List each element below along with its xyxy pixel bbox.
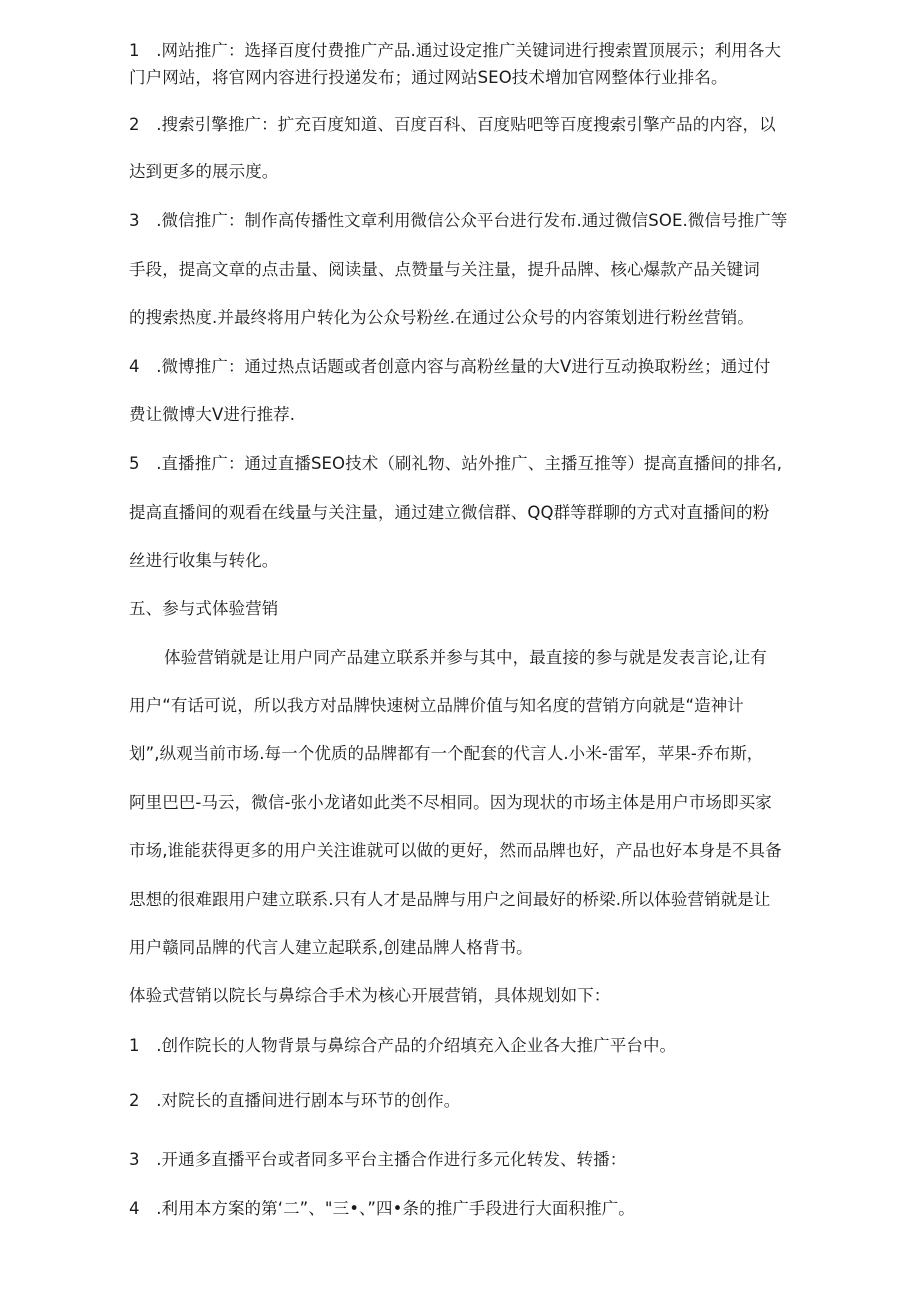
paragraph-line-4: 阿里巴巴-马云，微信-张小龙诸如此类不尽相同。因为现状的市场主体是用户市场即买家 [129,793,772,812]
item-5-line-3: 丝进行收集与转化。 [129,551,279,570]
item-2-line-1: 2 .搜索引擎推广：扩充百度知道、百度百科、百度贴吧等百度搜索引擎产品的内容，以 [129,115,776,134]
item-2-line-2: 达到更多的展示度。 [129,162,279,181]
plan-item-1: 1 .创作院长的人物背景与鼻综合产品的介绍填充入企业各大推广平台中。 [129,1036,677,1055]
plan-item-4: 4 .利用本方案的第‘二”、"三•、”四•条的推广手段进行大面积推广。 [129,1199,635,1218]
item-3-line-2: 手段，提高文章的点击量、阅读量、点赞量与关注量，提升品牌、核心爆款产品关键词 [129,260,760,279]
paragraph-line-6: 思想的很难跟用户建立联系.只有人才是品牌与用户之间最好的桥梁.所以体验营销就是让 [129,890,771,909]
plan-item-2: 2 .对院长的直播间进行剧本与环节的创作。 [129,1091,461,1110]
item-3-line-3: 的搜索热度.并最终将用户转化为公众号粉丝.在通过公众号的内容策划进行粉丝营销。 [129,308,754,327]
plan-intro: 体验式营销以院长与鼻综合手术为核心开展营销，具体规划如下： [129,986,611,1005]
paragraph-line-5: 市场,谁能获得更多的用户关注谁就可以做的更好，然而品牌也好，产品也好本身是不具备 [129,841,782,860]
paragraph-line-1: 体验营销就是让用户同产品建立联系并参与其中，最直接的参与就是发表言论,让有 [164,648,767,667]
item-3-line-1: 3 .微信推广：制作高传播性文章利用微信公众平台进行发布.通过微信SOE.微信号推广等 [129,211,788,230]
item-4-line-1: 4 .微博推广：通过热点话题或者创意内容与高粉丝量的大V进行互动换取粉丝；通过付 [129,357,771,376]
item-5-line-1: 5 .直播推广：通过直播SEO技术（刷礼物、站外推广、主播互推等）提高直播间的排名, [129,454,783,473]
paragraph-line-3: 划”,纵观当前市场.每一个优质的品牌都有一个配套的代言人.小米-雷军，苹果-乔布斯， [129,744,764,763]
item-1-line-2: 门户网站，将官网内容进行投递发布；通过网站SEO技术增加官网整体行业排名。 [129,68,728,87]
paragraph-line-7: 用户赣同品牌的代言人建立起联系,创建品牌人格背书。 [129,938,533,957]
plan-item-3: 3 .开通多直播平台或者同多平台主播合作进行多元化转发、转播： [129,1150,627,1169]
section-heading: 五、参与式体验营销 [129,599,279,618]
paragraph-line-2: 用户“有话可说，所以我方对品牌快速树立品牌价值与知名度的营销方向就是“造神计 [129,696,744,715]
item-4-line-2: 费让微博大V进行推荐. [129,405,296,424]
item-1-line-1: 1 .网站推广：选择百度付费推广产品.通过设定推广关键词进行搜索置顶展示；利用各大 [129,41,782,60]
item-5-line-2: 提高直播间的观看在线量与关注量，通过建立微信群、QQ群等群聊的方式对直播间的粉 [129,503,770,522]
